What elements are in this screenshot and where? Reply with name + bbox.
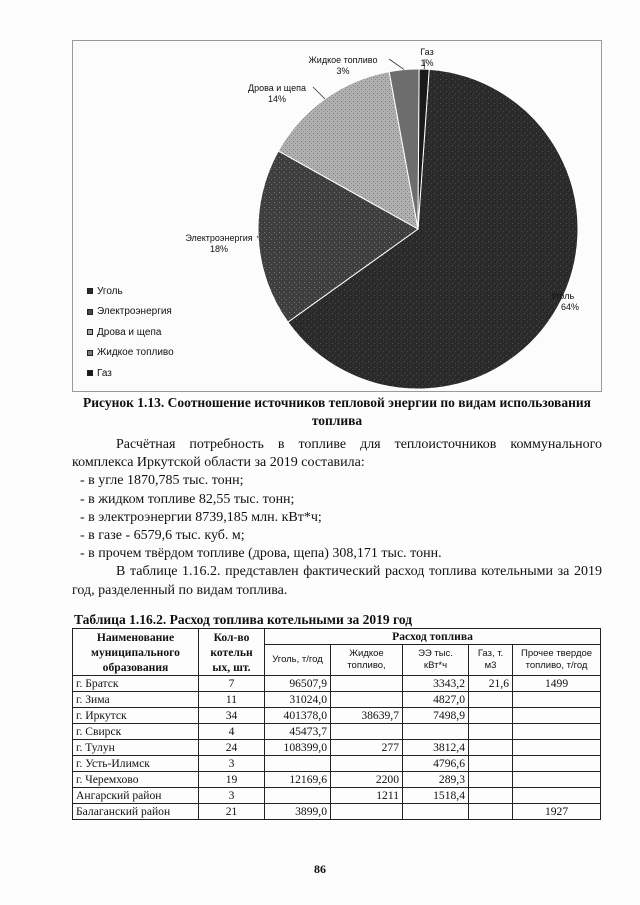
table-cell — [513, 708, 601, 724]
table-body — [73, 676, 601, 820]
table-cell: 4 — [199, 724, 265, 740]
bullet-electricity: - в электроэнергии 8739,185 млн. кВт*ч; — [80, 509, 322, 525]
table-row — [73, 692, 601, 708]
body-text — [72, 436, 602, 600]
legend-item-coal — [87, 281, 174, 302]
table-cell: 19 — [199, 772, 265, 788]
legend-item-wood — [87, 322, 174, 343]
table-header-row — [73, 629, 601, 645]
table-cell: Ангарский район — [73, 788, 199, 804]
slice-percent-gas: 1% — [420, 58, 434, 68]
table-cell: 7 — [199, 676, 265, 692]
table-cell: 31024,0 — [265, 692, 331, 708]
slice-percent-coal: 64% — [561, 302, 580, 312]
slice-percent-wood: 14% — [267, 94, 287, 104]
slice-label-liquid-fuel: Жидкое топливо — [308, 55, 378, 65]
fuel-consumption-table — [72, 628, 601, 820]
table-row — [73, 756, 601, 772]
table-cell — [513, 740, 601, 756]
slice-percent-electricity: 18% — [209, 244, 229, 254]
table-cell: 277 — [331, 740, 403, 756]
table-cell — [469, 692, 513, 708]
table-cell — [331, 724, 403, 740]
legend-label: Дрова и щепа — [97, 326, 162, 338]
table-cell: г. Тулун — [73, 740, 199, 756]
table-cell: 4796,6 — [403, 756, 469, 772]
table-cell: 1211 — [331, 788, 403, 804]
table-cell — [513, 788, 601, 804]
table-cell: 1499 — [513, 676, 601, 692]
table-row — [73, 788, 601, 804]
bullet-other-solid: - в прочем твёрдом топливе (дрова, щепа) 308,171 тыс. тонн. — [80, 546, 442, 562]
header-municipality: Наименование муниципального образования — [73, 629, 199, 676]
table-cell: 3812,4 — [403, 740, 469, 756]
table-row — [73, 676, 601, 692]
table-cell — [469, 788, 513, 804]
table-cell — [513, 724, 601, 740]
table-cell: 1927 — [513, 804, 601, 820]
pie-chart-frame — [72, 40, 602, 392]
header-coal: Уголь, т/год — [265, 645, 331, 676]
table-cell — [513, 756, 601, 772]
table-cell: 289,3 — [403, 772, 469, 788]
legend-swatch-wood — [87, 329, 93, 335]
table-cell — [469, 708, 513, 724]
table-title: Таблица 1.16.2. Расход топлива котельными за 2019 год — [74, 612, 413, 627]
table-cell — [469, 772, 513, 788]
table-row — [73, 708, 601, 724]
header-fuel-consumption: Расход топлива — [265, 629, 601, 645]
table-cell — [265, 788, 331, 804]
table-cell — [331, 804, 403, 820]
table-cell — [513, 692, 601, 708]
table-cell — [513, 772, 601, 788]
table-row — [73, 804, 601, 820]
table-cell: 7498,9 — [403, 708, 469, 724]
table-cell: 2200 — [331, 772, 403, 788]
header-boiler-count: Кол-во котельн ых, шт. — [199, 629, 265, 676]
table-cell — [469, 724, 513, 740]
table-cell: г. Зима — [73, 692, 199, 708]
header-liquid-fuel: Жидкое топливо, — [331, 645, 403, 676]
table-cell: 21 — [199, 804, 265, 820]
bullet-coal: - в угле 1870,785 тыс. тонн; — [80, 473, 244, 489]
table-cell: 3899,0 — [265, 804, 331, 820]
legend-item-liquid — [87, 343, 174, 364]
table-cell: г. Иркутск — [73, 708, 199, 724]
legend-swatch-liquid — [87, 350, 93, 356]
table-cell: 108399,0 — [265, 740, 331, 756]
table-cell — [331, 676, 403, 692]
table-cell: 96507,9 — [265, 676, 331, 692]
pie-slices — [258, 69, 578, 389]
legend-item-electricity — [87, 302, 174, 323]
table-cell: 3 — [199, 788, 265, 804]
page-number: 86 — [314, 862, 326, 876]
table-cell — [265, 756, 331, 772]
table-cell: 401378,0 — [265, 708, 331, 724]
slice-label-wood: Дрова и щепа — [247, 83, 307, 93]
table-cell: 45473,7 — [265, 724, 331, 740]
header-other-solid: Прочее твердое топливо, т/год — [513, 645, 601, 676]
table-cell: 3 — [199, 756, 265, 772]
table-cell: 1518,4 — [403, 788, 469, 804]
table-row — [73, 724, 601, 740]
legend-label: Жидкое топливо — [97, 347, 174, 359]
legend-swatch-gas — [87, 370, 93, 376]
figure-caption: Рисунок 1.13. Соотношение источников тепловой энергии по видам использования топлива — [83, 395, 591, 428]
table-cell: 24 — [199, 740, 265, 756]
table-cell — [331, 756, 403, 772]
legend-item-gas — [87, 363, 174, 384]
slice-label-coal: Уголь — [551, 291, 575, 301]
legend-swatch-electricity — [87, 309, 93, 315]
table-cell — [469, 756, 513, 772]
table-cell: г. Черемхово — [73, 772, 199, 788]
header-gas: Газ, т. м3 — [469, 645, 513, 676]
table-row — [73, 772, 601, 788]
table-cell — [403, 804, 469, 820]
table-cell: г. Свирск — [73, 724, 199, 740]
bullet-liquid: - в жидком топливе 82,55 тыс. тонн; — [80, 491, 295, 507]
table-reference-paragraph: В таблице 1.16.2. представлен фактический расход топлива котельными за 2019 год, разделенный по видам топлива. — [72, 564, 602, 598]
legend-swatch-coal — [87, 288, 93, 294]
table-cell: Балаганский район — [73, 804, 199, 820]
table-cell: г. Братск — [73, 676, 199, 692]
table-cell: 4827,0 — [403, 692, 469, 708]
slice-percent-liquid-fuel: 3% — [336, 66, 350, 76]
table-cell: 11 — [199, 692, 265, 708]
legend-label: Электроэнергия — [97, 306, 172, 318]
table-cell — [469, 740, 513, 756]
table-cell: 12169,6 — [265, 772, 331, 788]
slice-label-gas: Газ — [420, 47, 434, 57]
slice-label-electricity: Электроэнергия — [185, 233, 253, 243]
table-row — [73, 740, 601, 756]
table-cell: 3343,2 — [403, 676, 469, 692]
legend-label: Уголь — [97, 285, 123, 297]
leader-line-wood — [313, 87, 325, 99]
table-cell — [331, 692, 403, 708]
table-cell — [469, 804, 513, 820]
table-cell: 21,6 — [469, 676, 513, 692]
intro-paragraph: Расчётная потребность в топливе для теплоисточников коммунального комплекса Иркутской области за 2019 составила: — [72, 437, 602, 471]
leader-line-liquid-fuel — [389, 59, 404, 70]
table-cell — [403, 724, 469, 740]
table-cell: г. Усть-Илимск — [73, 756, 199, 772]
bullet-gas: - в газе - 6579,6 тыс. куб. м; — [80, 528, 245, 544]
chart-legend — [87, 281, 174, 384]
header-electricity: ЭЭ тыс. кВт*ч — [403, 645, 469, 676]
table-cell: 34 — [199, 708, 265, 724]
legend-label: Газ — [97, 367, 112, 379]
table-cell: 38639,7 — [331, 708, 403, 724]
